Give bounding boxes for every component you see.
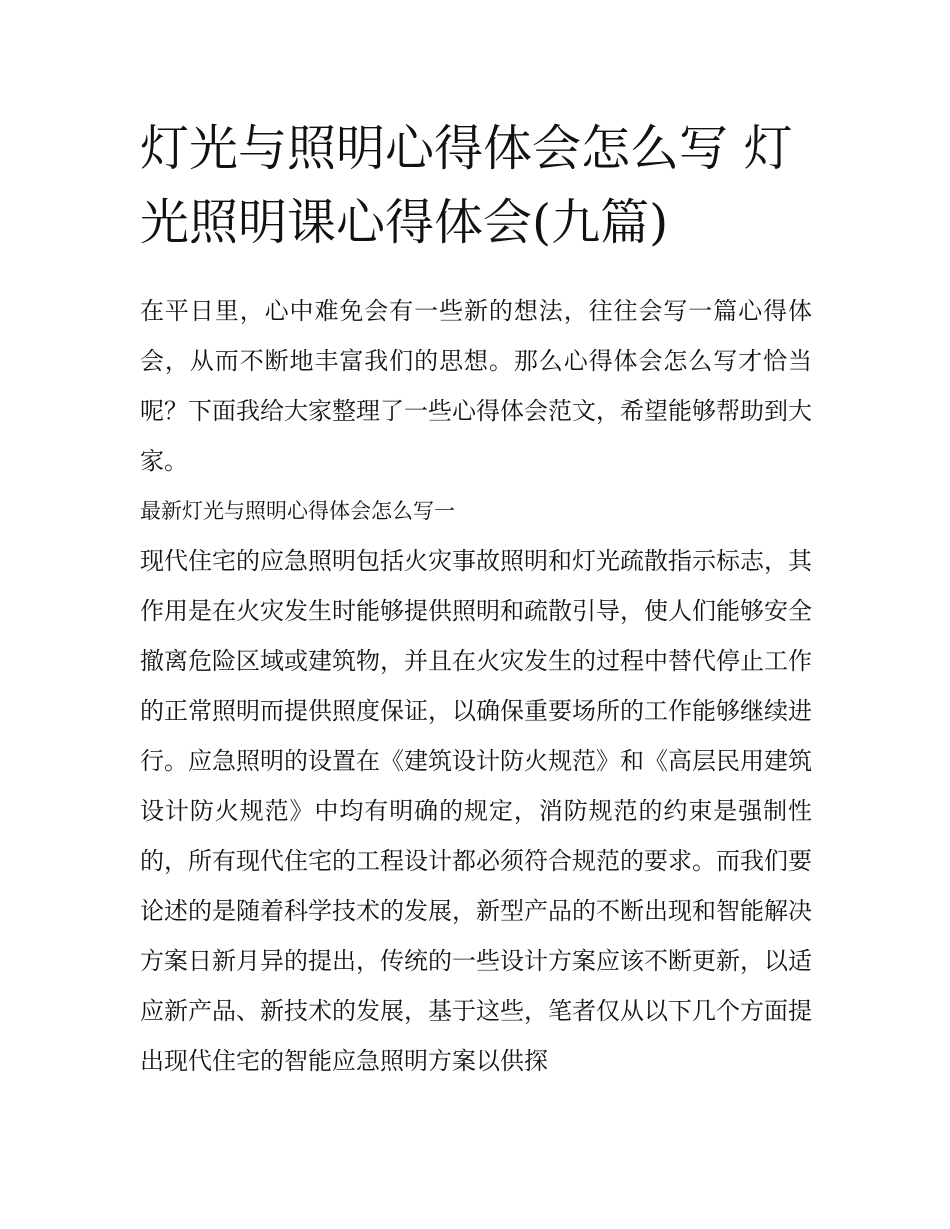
- document-page: [140, 112, 812, 1086]
- section-heading: 最新灯光与照明心得体会怎么写一: [140, 499, 455, 523]
- body-paragraph: 现代住宅的应急照明包括火灾事故照明和灯光疏散指示标志，其作用是在火灾发生时能够提供照明和疏散引导，使人们能够安全撤离危险区域或建筑物，并且在火灾发生的过程中替代停止工作的正常照明而提供照度保证，以确保重要场所的工作能够继续进行。应急照明的设置在《建筑设计防火规范》和《高层民用建筑设计防火规范》中均有明确的规定，消防规范的约束是强制性的，所有现代住宅的工程设计都必须符合规范的要求。而我们要论述的是随着科学技术的发展，新型产品的不断出现和智能解决方案日新月异的提出，传统的一些设计方案应该不断更新，以适应新产品、新技术的发展，基于这些，笔者仅从以下几个方面提出现代住宅的智能应急照明方案以供探: [140, 547, 812, 1075]
- document-title: 灯光与照明心得体会怎么写 灯光照明课心得体会(九篇): [140, 120, 793, 251]
- intro-paragraph: 在平日里，心中难免会有一些新的想法，往往会写一篇心得体会，从而不断地丰富我们的思想。那么心得体会怎么写才恰当呢？下面我给大家整理了一些心得体会范文，希望能够帮助到大家。: [140, 297, 812, 475]
